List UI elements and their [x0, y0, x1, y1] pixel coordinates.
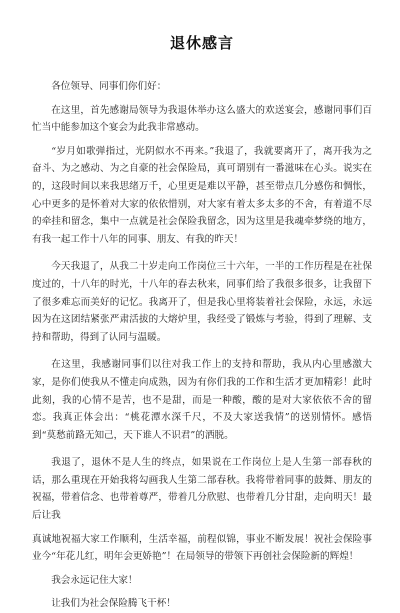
paragraph-farewell: “岁月如歌弹指过，光阴似水不再来。”我退了，我就要离开了，离开我为之奋斗、为之感动、为之自豪的社会保险局，真可谓别有一番滋味在心头。说实在的，这段时间以来我思绪万千，心里更是难以平静，甚至带点几分感伤和惆怅，心中更多的是怀着对大家的依依惜别，对大家有着太多太多的不舍，有着道不尽的牵挂和留念，集中一点就是社会保险我留念，因为这里是我魂牵梦绕的地方，有我一起工作十八年的同事、朋友、有我的昨天！ [32, 145, 372, 245]
salutation: 各位领导、同事们你们好： [51, 81, 167, 92]
paragraph-thanks: 在这里，首先感谢局领导为我退休举办这么盛大的欢送宴会，感谢同事们百忙当中能参加这个宴会为此我非常感动。 [32, 104, 372, 134]
paragraph-blessing: 真诚地祝福大家工作顺利，生活幸福，前程似锦，事业不断发展！祝社会保险事业今“年花儿红，明年会更娇艳”！在局领导的带领下再创社会保险新的辉煌！ [32, 533, 372, 563]
paragraph-remember: 我会永远记住大家！ [51, 574, 138, 586]
paragraph-future: 我退了，退休不是人生的终点，如果说在工作岗位上是人生第一部春秋的话，那么重现在开始我将勾画我人生第二部春秋。我将带着同事的鼓舞、朋友的祝福，带着信念、也带着尊严，带着几分欣慰、也带着几分甘甜，走向明天！最后让我 [32, 457, 372, 522]
paragraph-toast: 让我们为社会保险腾飞干杯！ [51, 598, 176, 610]
paragraph-career: 今天我退了，从我二十岁走向工作岗位三十六年，一半的工作历程是在社保度过的，十八年的时光，十八年的春去秋来，同事们给了我很多很多，让我留下了很多难忘而美好的记忆。我离开了，但是我心里将装着社会保险，永远，永远 因为在这团结紧张严肃活拔的大熔炉里，我经受了锻炼与考验，得到了理解、支持和帮助，得到了认同与温暖。 [32, 261, 372, 343]
document-title: 退休感言 [169, 34, 234, 52]
paragraph-gratitude: 在这里，我感谢同事们以往对我工作上的支持和帮助，我从内心里感激大家，是你们使我从不懂走向成熟，因为有你们我的工作和生活才更加精彩！此时此刻，我的心情不是苦，也不是甜，而是一种酸，酸的是对大家依依不舍的留恋。我真正体会出：“桃花潭水深千尺，不及大家送我情”的送别情怀。感悟到“莫愁前路无知己，天下谁人不识君”的洒脱。 [32, 359, 372, 441]
